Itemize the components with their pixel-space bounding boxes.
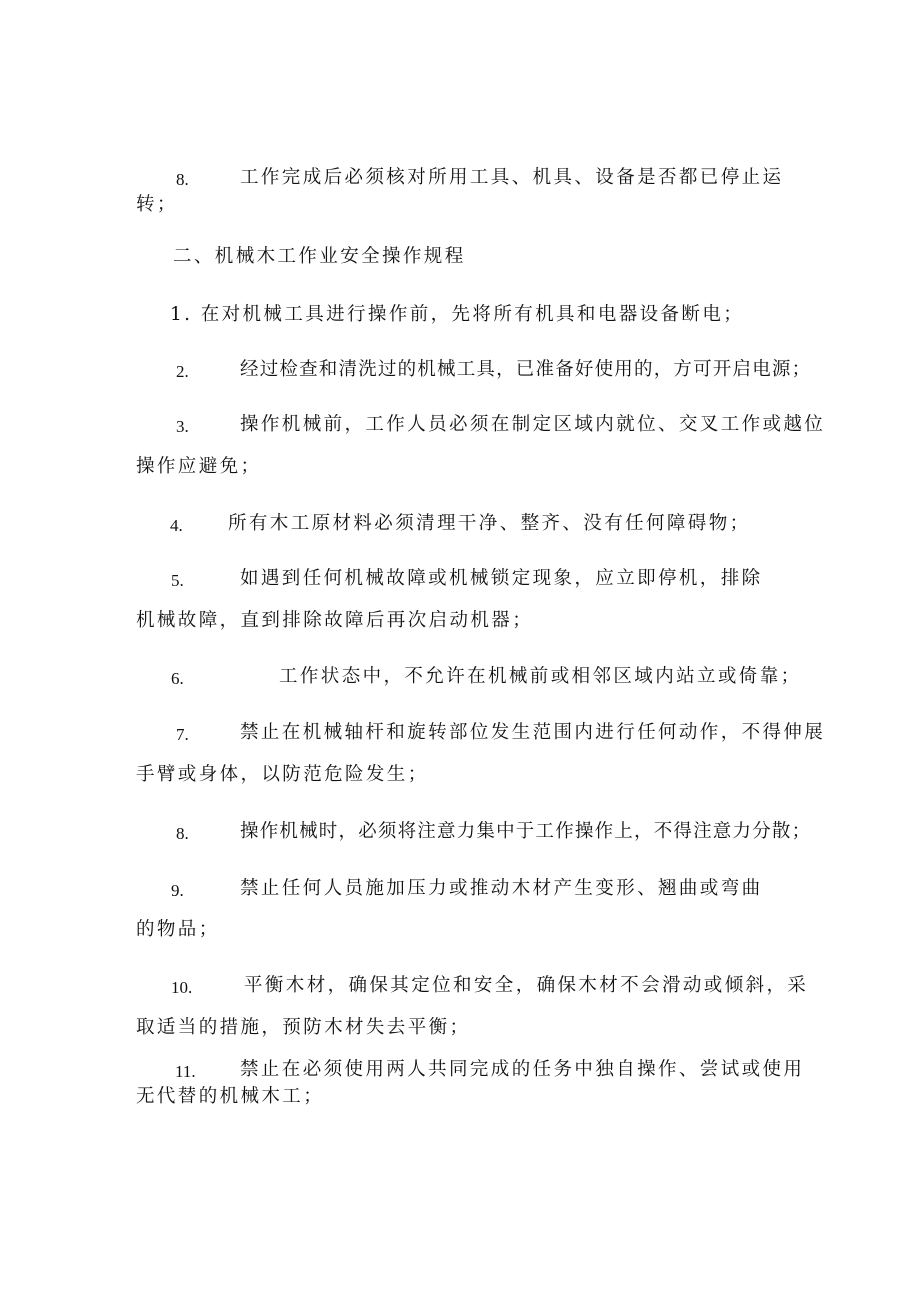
item-text-continuation: 操作应避免； [136,456,262,477]
item-number: 3. [176,417,189,436]
item-number: 8. [176,170,189,189]
item-text-continuation: 手臂或身体，以防范危险发生； [136,764,429,785]
item-number: 7. [176,725,189,744]
item-text: 操作机械前，工作人员必须在制定区域内就位、交叉工作或越位 [240,414,826,435]
item-text: 禁止在机械轴杆和旋转部位发生范围内进行任何动作，不得伸展 [240,722,826,743]
item-text: 经过检查和清洗过的机械工具，已准备好使用的，方可开启电源； [240,359,812,380]
section-heading: 二、机械木工作业安全操作规程 [173,246,466,267]
item-text-continuation: 的物品； [136,919,220,940]
item-number: 4. [170,516,183,535]
item-text: 工作完成后必须核对所用工具、机具、设备是否都已停止运 [240,167,784,188]
item-text-continuation: 无代替的机械木工； [136,1086,325,1107]
item-number: 6. [171,669,184,688]
item-text: 所有木工原材料必须清理干净、整齐、没有任何障碍物； [228,513,751,534]
item-number: 9. [171,881,184,900]
item-number: 11. [175,1062,196,1081]
item-text-continuation: 机械故障，直到排除故障后再次启动机器； [136,610,534,631]
item-text: 操作机械时，必须将注意力集中于工作操作上，不得注意力分散； [240,821,812,842]
item-number: 8. [176,824,189,843]
item-text: 禁止在必须使用两人共同完成的任务中独自操作、尝试或使用 [240,1059,805,1080]
item-number: 2. [176,362,189,381]
item-text-continuation: 取适当的措施，预防木材失去平衡； [136,1017,471,1038]
item-text: 如遇到任何机械故障或机械锁定现象，应立即停机，排除 [240,568,763,589]
item-text-continuation: 转； [136,194,178,215]
item-text: 禁止任何人员施加压力或推动木材产生变形、翘曲或弯曲 [240,878,763,899]
item-text: 1. 在对机械工具进行操作前，先将所有机具和电器设备断电； [170,304,745,325]
item-number: 5. [171,571,184,590]
item-text: 平衡木材，确保其定位和安全，确保木材不会滑动或倾斜，采 [244,975,809,996]
item-number: 10. [171,978,193,997]
item-text: 工作状态中，不允许在机械前或相邻区域内站立或倚靠； [279,666,802,687]
